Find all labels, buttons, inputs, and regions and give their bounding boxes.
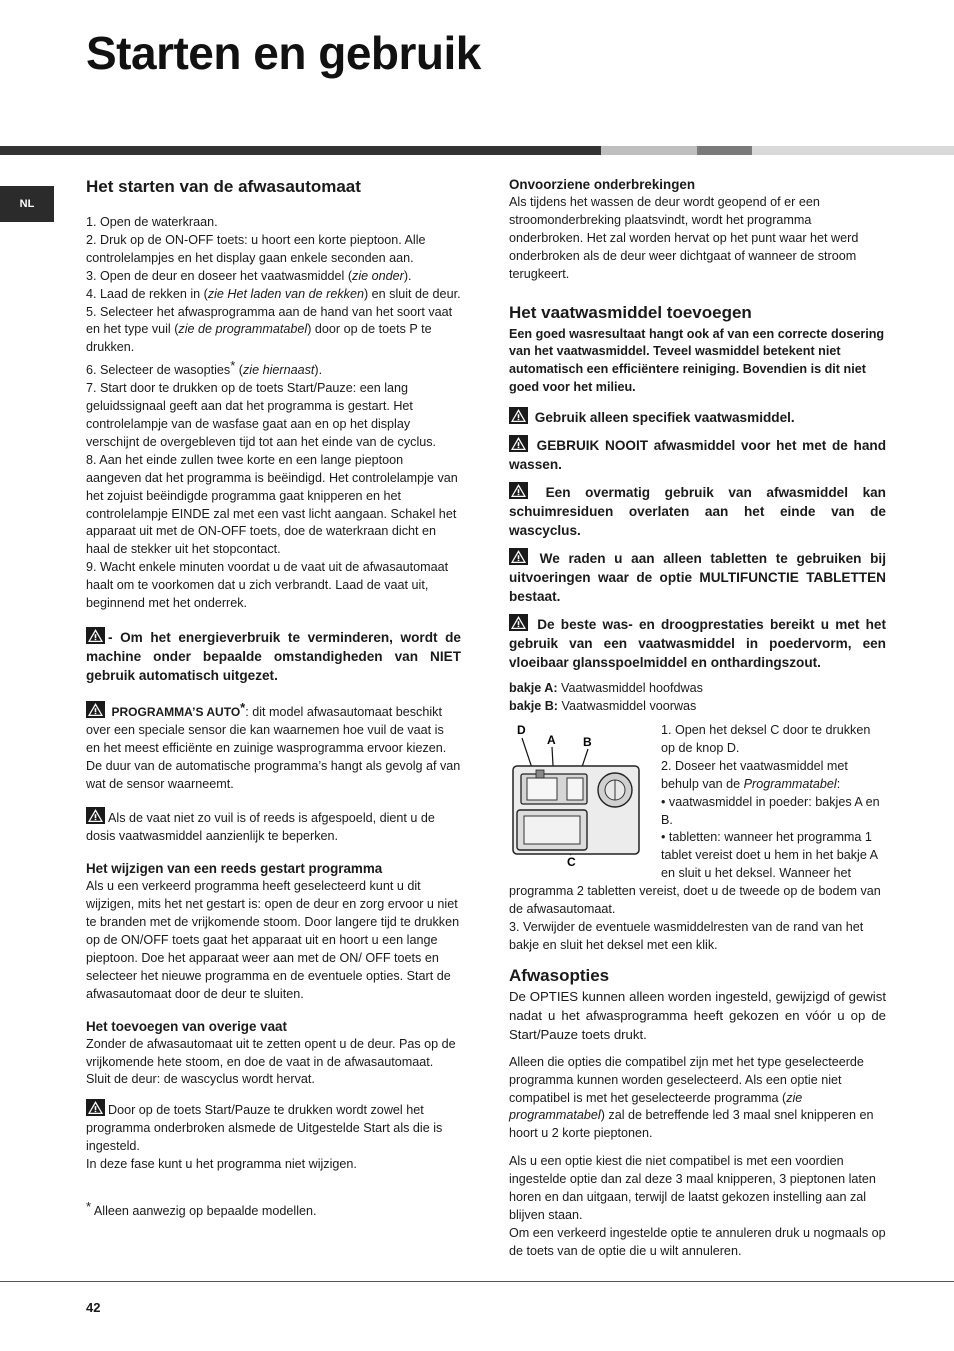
- step-3-text: 3. Open de deur en doseer het vaatwasmiddel (: [86, 268, 353, 283]
- dispenser-step-1: 1. Open het deksel C door te drukken op de knop D.: [661, 722, 871, 755]
- left-column: [86, 176, 461, 1221]
- step-6: [86, 357, 461, 380]
- interruptions-text: Als tijdens het wassen de deur wordt geopend of er een stroomonderbreking plaatsvindt, wordt het programma onderbroken. Het zal worden hervat op het punt waar het werd onderbroken als de deur weer dichtgaat of wanneer de stroom terugkeert.: [509, 195, 859, 281]
- footnote-text: Alleen aanwezig op bepaalde modellen.: [93, 1203, 317, 1218]
- header-rule-light: [601, 146, 697, 155]
- step-3-ref: zie onder: [352, 268, 404, 283]
- heading-detergent: Het vaatwasmiddel toevoegen: [509, 302, 752, 322]
- step-4: [86, 286, 461, 304]
- compartment-a-text: Vaatwasmiddel hoofdwas: [557, 681, 703, 696]
- step-6-paren: (: [235, 363, 243, 378]
- less-dirty-note: [86, 807, 461, 846]
- less-dirty-text: Als de vaat niet zo vuil is of reeds is afgespoeld, dient u de dosis vaatwasmiddel aanzienlijk te beperken.: [86, 811, 435, 844]
- detergent-warning-5: [509, 614, 886, 672]
- heading-change-program: Het wijzigen van een reeds gestart programma: [86, 861, 383, 877]
- heading-starting: Het starten van de afwasautomaat: [86, 177, 361, 196]
- dispenser-step-2-text: 2. Doseer het vaatwasmiddel met behulp van de: [661, 758, 848, 791]
- warning-icon: [509, 407, 528, 424]
- add-dishes-warning-2: In deze fase kunt u het programma niet wijzigen.: [86, 1157, 357, 1172]
- detergent-warning-3-text: Een overmatig gebruik van afwasmiddel kan schuimresiduen overlaten aan het einde van de wascyclus.: [509, 485, 886, 539]
- footnote: [86, 1198, 461, 1221]
- detergent-warning-5-text: De beste was- en droogprestaties bereikt u met het gebruik van een vaatwasmiddel in poedervorm, een vloeibaar glansspoelmiddel en onthardingszout.: [509, 617, 886, 671]
- dispenser-diagram: [509, 722, 651, 866]
- warning-icon: [86, 701, 105, 718]
- step-7: 7. Start door te drukken op de toets Start/Pauze: een lang geluidssignaal geeft aan dat het programma is gestart. Het controlelampje van de wasfase gaat aan en op het display verschijnt de overgebleven tijd tot aan het einde van de cyclus.: [86, 381, 437, 449]
- warning-icon: [509, 482, 528, 499]
- page-number: 42: [86, 1300, 101, 1315]
- options-text-3: Als u een optie kiest die niet compatibel is met een voordien ingestelde optie dan zal deze 3 maal knipperen, 3 pieptonen laten horen en dan uitgaan, terwijl de laatst gekozen instelling aan zal blijven staan.: [509, 1154, 876, 1222]
- page-title: Starten en gebruik: [86, 27, 481, 79]
- step-2: 2. Druk op de ON-OFF toets: u hoort een korte pieptoon. Alle controlelampjes en het display gaan enkele seconden aan.: [86, 232, 426, 265]
- warning-icon: [509, 548, 528, 565]
- footnote-marker: *: [230, 358, 236, 374]
- heading-options: Afwasopties: [509, 965, 610, 985]
- detergent-warning-4-text: We raden u aan alleen tabletten te gebruiken bij uitvoeringen waar de optie MULTIFUNCTIE TABLETTEN bestaat.: [509, 551, 886, 605]
- auto-programs-label: PROGRAMMA’S AUTO: [111, 704, 241, 719]
- language-tab: NL: [0, 186, 54, 222]
- compartment-b: [509, 698, 886, 716]
- options-text-1: De OPTIES kunnen alleen worden ingesteld, gewijzigd of gewist nadat u het afwasprogramma heeft gekozen en vóór u op de Start/Pauze toets drukt.: [509, 988, 886, 1042]
- detergent-warning-1: [509, 407, 886, 427]
- step-9: 9. Wacht enkele minuten voordat u de vaat uit de afwasautomaat haalt om te voorkomen dat u zich verbrandt. Laad de vaat uit, beginnend met het onderrek.: [86, 560, 449, 611]
- warning-icon: [509, 614, 528, 631]
- add-dishes-warning-text: Door op de toets Start/Pauze te drukken wordt zowel het programma onderbroken alsmede de Uitgestelde Start als die is ingesteld.: [86, 1103, 443, 1154]
- detergent-warning-4: [509, 548, 886, 606]
- label-c: C: [567, 854, 576, 866]
- detergent-warning-3: [509, 482, 886, 540]
- right-column: [509, 176, 886, 1261]
- compartment-b-text: Vaatwasmiddel voorwas: [558, 699, 697, 714]
- detergent-warning-1-text: Gebruik alleen specifiek vaatwasmiddel.: [534, 410, 795, 426]
- auto-programs-text: : dit model afwasautomaat beschikt over een speciale sensor die kan waarnemen hoe vuil de vaat is en het meest efficiënte en zuinige wasprogramma ervoor kiezen.: [86, 704, 447, 755]
- step-6-end: ).: [314, 363, 323, 378]
- dispenser-step-2-end: :: [836, 776, 841, 791]
- step-3-end: ).: [403, 268, 412, 283]
- header-rule-dark: [0, 146, 601, 155]
- options-text-2-ref: zie programmatabel: [509, 1090, 803, 1123]
- add-dishes-warning: [86, 1099, 461, 1156]
- label-a: A: [547, 732, 556, 747]
- footnote-marker: *: [240, 699, 246, 715]
- options-text-4: Om een verkeerd ingestelde optie te annuleren druk u nogmaals op de toets van de optie die u wilt annuleren.: [509, 1225, 886, 1258]
- detergent-warning-2-text: GEBRUIK NOOIT afwasmiddel voor het met de hand wassen.: [509, 438, 886, 473]
- warning-icon: [86, 1099, 105, 1116]
- energy-warning: [86, 627, 461, 685]
- heading-add-dishes: Het toevoegen van overige vaat: [86, 1018, 287, 1034]
- step-1: 1. Open de waterkraan.: [86, 215, 218, 229]
- step-5-end: ) door op de toets P te drukken.: [86, 322, 432, 355]
- step-3: [86, 268, 461, 286]
- step-5-text: 5. Selecteer het afwasprogramma aan de hand van het soort vaat en het type vuil (: [86, 304, 453, 337]
- options-text-2: [509, 1054, 886, 1144]
- heading-interruptions: Onvoorziene onderbrekingen: [509, 177, 696, 192]
- footer-rule: [0, 1281, 954, 1282]
- auto-programs-duration: De duur van de automatische programma’s hangt als gevolg af van wat de sensor waarneemt.: [86, 758, 461, 791]
- step-5-ref: zie de programmatabel: [178, 322, 308, 337]
- step-4-text: 4. Laad de rekken in (: [86, 286, 208, 301]
- warning-icon: [509, 435, 528, 452]
- dispenser-step-2-ref: Programmatabel: [743, 776, 837, 791]
- footnote-marker: *: [86, 1198, 92, 1214]
- options-text-2b: ) zal de betreffende led 3 maal snel knipperen en hoort u 2 korte pieptonen.: [509, 1108, 874, 1141]
- label-d: D: [517, 722, 526, 737]
- detergent-intro: Een goed wasresultaat hangt ook af van een correcte dosering van het vaatwasmiddel. Teveel wasmiddel betekent niet automatisch een efficiëntere reiniging. Bovendien is dit niet goed voor het milieu.: [509, 326, 885, 395]
- step-6-ref: zie hiernaast: [242, 363, 315, 378]
- step-8: 8. Aan het einde zullen twee korte en een lange pieptoon aangeven dat het programma is beëindigd. Het controlelampje van het zojuist beëindigde programma gaat knipperen en het controlelampje EINDE zal met een vast licht aangaan. Schakel het apparaat uit met de ON-OFF toets, doe de waterkraan dicht en haal de stekker uit het stopcontact.: [86, 452, 458, 557]
- compartment-b-label: bakje B:: [509, 699, 558, 714]
- step-6-text: 6. Selecteer de wasopties: [86, 363, 231, 378]
- add-dishes-text: Zonder de afwasautomaat uit te zetten opent u de deur. Pas op de vrijkomende hete stoom, en doe de vaat in de afwasautomaat. Sluit de deur: de wascyclus wordt hervat.: [86, 1036, 456, 1087]
- step-5: [86, 304, 461, 358]
- warning-icon: [86, 627, 105, 644]
- change-program-text: Als u een verkeerd programma heeft geselecteerd kunt u dit wijzigen, mits het net gestart is: open de deur en zorg ervoor u niet te branden met de vrijkomende stoom. Door langere tijd te drukken op de ON/OFF toets gaat het apparaat uit en hoort u een lange pieptoon. Doe het apparaat weer aan met de ON/ OFF toets en selecteer het nieuwe programma en de eventuele opties. Start de afwasautomaat door de deur te sluiten.: [86, 879, 460, 1001]
- header-rule-mid: [697, 146, 752, 155]
- options-text-2a: Alleen die opties die compatibel zijn met het type geselecteerde programma kunnen worden geselecteerd. Als een optie niet compatibel is met het geselecteerde programma (: [509, 1054, 864, 1105]
- detergent-warning-2: [509, 435, 886, 474]
- step-4-ref: zie Het laden van de rekken: [207, 286, 364, 301]
- energy-warning-text: - Om het energieverbruik te verminderen, wordt de machine onder bepaalde omstandigheden van NIET gebruik automatisch uitgezet.: [86, 629, 461, 683]
- auto-programs: [86, 699, 461, 758]
- compartment-a: [509, 680, 886, 698]
- step-4-end: ) en sluit de deur.: [363, 286, 461, 301]
- dispenser-tablets: • tabletten: wanneer het programma 1 tablet vereist doet u hem in het bakje A en sluit u het deksel. Wanneer het programma 2 tabletten vereist, doet u de tweede op de bodem van de afwasautomaat.: [509, 830, 881, 917]
- header-rule-pale: [752, 146, 954, 155]
- label-b: B: [583, 734, 592, 749]
- dispenser-section: [509, 722, 886, 955]
- warning-icon: [86, 807, 105, 824]
- dispenser-powder: • vaatwasmiddel in poeder: bakjes A en B.: [661, 794, 880, 827]
- compartment-a-label: bakje A:: [509, 681, 558, 696]
- dispenser-step-3: 3. Verwijder de eventuele wasmiddelresten van de rand van het bakje en sluit het deksel met een klik.: [509, 919, 864, 952]
